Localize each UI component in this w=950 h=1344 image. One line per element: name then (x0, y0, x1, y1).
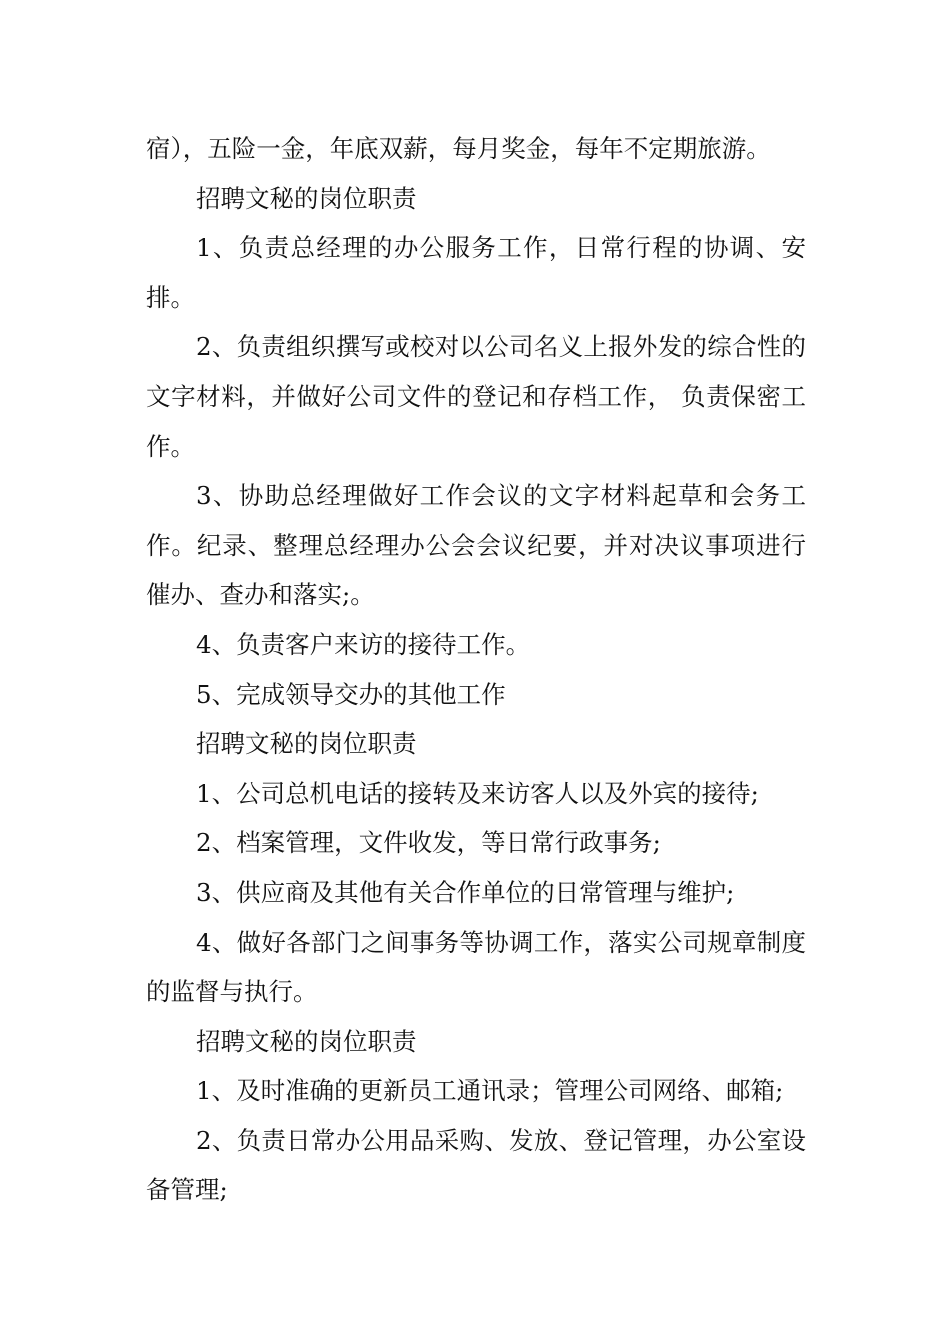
duty-item-1-3: 3、协助总经理做好工作会议的文字材料起草和会务工作。纪录、整理总经理办公会会议纪要，并对决议事项进行催办、查办和落实;。 (146, 481, 806, 610)
paragraph-continuation-benefits: 宿），五险一金，年底双薪，每月奖金，每年不定期旅游。 (146, 134, 771, 163)
duty-item-2-1: 1、公司总机电话的接转及来访客人以及外宾的接待; (196, 778, 759, 808)
section-heading-secretary-duties-1: 招聘文秘的岗位职责 (196, 183, 417, 213)
duty-item-1-4: 4、负责客户来访的接待工作。 (196, 629, 531, 659)
duty-item-3-2: 2、负责日常办公用品采购、发放、登记管理，办公室设备管理; (146, 1125, 806, 1205)
duty-item-2-2: 2、档案管理，文件收发，等日常行政事务; (196, 828, 661, 858)
duty-item-3-1: 1、及时准确的更新员工通讯录；管理公司网络、邮箱; (196, 1076, 784, 1106)
document-page (146, 124, 806, 1215)
duty-item-2-3: 3、供应商及其他有关合作单位的日常管理与维护; (196, 877, 735, 907)
duty-item-2-4: 4、做好各部门之间事务等协调工作，落实公司规章制度的监督与执行。 (146, 927, 806, 1007)
duty-item-1-1: 1、负责总经理的办公服务工作，日常行程的协调、安排。 (146, 233, 806, 312)
section-heading-secretary-duties-2: 招聘文秘的岗位职责 (196, 729, 417, 759)
section-heading-secretary-duties-3: 招聘文秘的岗位职责 (196, 1026, 417, 1056)
duty-item-1-5: 5、完成领导交办的其他工作 (196, 679, 506, 709)
duty-item-1-2: 2、负责组织撰写或校对以公司名义上报外发的综合性的文字材料，并做好公司文件的登记和存档工作， 负责保密工作。 (146, 332, 806, 461)
